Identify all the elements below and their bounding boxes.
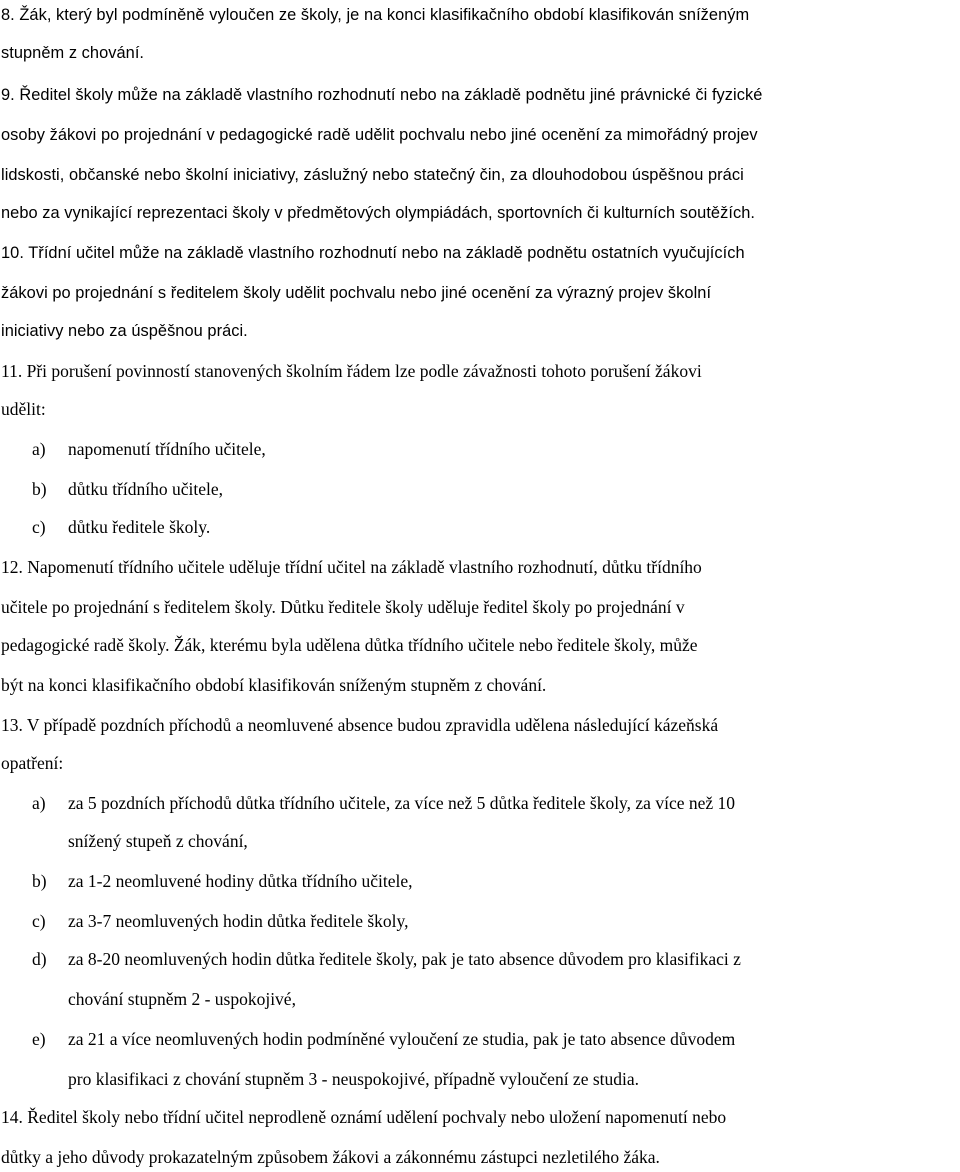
list-item bbox=[0, 516, 960, 538]
paragraph-9-line-2: osoby žákovi po projednání v pedagogické radě udělit pochvalu nebo jiné ocenění za mimořádný projev bbox=[1, 126, 758, 144]
list-item-label: d) bbox=[32, 949, 47, 969]
paragraph-8-line-1: 8. Žák, který byl podmíněně vyloučen ze školy, je na konci klasifikačního období klasifikován sníženým bbox=[1, 6, 750, 24]
list-item bbox=[0, 948, 960, 970]
list-item bbox=[0, 910, 960, 932]
paragraph-12-line-1: 12. Napomenutí třídního učitele uděluje třídní učitel na základě vlastního rozhodnutí, důtku třídního bbox=[1, 557, 702, 577]
list-item-label: c) bbox=[32, 911, 46, 931]
paragraph-14-line-1: 14. Ředitel školy nebo třídní učitel neprodleně oznámí udělení pochvaly nebo uložení napomenutí nebo bbox=[1, 1107, 727, 1127]
list-item-continuation: chování stupněm 2 - uspokojivé, bbox=[68, 989, 296, 1009]
paragraph-13-line-1: 13. V případě pozdních příchodů a neomluvené absence budou zpravidla udělena následující kázeňská bbox=[1, 715, 719, 735]
list-item-text: za 5 pozdních příchodů důtka třídního učitele, za více než 5 důtka ředitele školy, za více než 10 bbox=[68, 793, 736, 813]
paragraph-10-line-3: iniciativy nebo za úspěšnou práci. bbox=[1, 322, 248, 340]
paragraph-9-line-4: nebo za vynikající reprezentaci školy v předmětových olympiádách, sportovních či kulturních soutěžích. bbox=[1, 204, 755, 222]
list-item-label: b) bbox=[32, 479, 47, 499]
paragraph-9-line-1: 9. Ředitel školy může na základě vlastního rozhodnutí nebo na základě podnětu jiné právnické či fyzické bbox=[1, 86, 763, 104]
list-item-label: e) bbox=[32, 1029, 46, 1049]
paragraph-14-line-2: důtky a jeho důvody prokazatelným způsobem žákovi a zákonnému zástupci nezletilého žáka. bbox=[1, 1147, 660, 1167]
list-item-label: a) bbox=[32, 793, 46, 813]
list-item-text: za 1-2 neomluvené hodiny důtka třídního učitele, bbox=[68, 871, 413, 891]
list-item-text: za 21 a více neomluvených hodin podmíněné vyloučení ze studia, pak je tato absence důvodem bbox=[68, 1029, 736, 1049]
list-item-label: a) bbox=[32, 439, 46, 459]
list-item bbox=[0, 1028, 960, 1050]
list-item bbox=[0, 792, 960, 814]
paragraph-13-line-2: opatření: bbox=[1, 753, 64, 773]
paragraph-9-line-3: lidskosti, občanské nebo školní iniciativy, záslužný nebo statečný čin, za dlouhodobou úspěšnou práci bbox=[1, 166, 744, 184]
paragraph-10-line-2: žákovi po projednání s ředitelem školy udělit pochvalu nebo jiné ocenění za výrazný projev školní bbox=[1, 284, 712, 302]
list-item-text: důtku ředitele školy. bbox=[68, 517, 211, 537]
list-item-text: za 8-20 neomluvených hodin důtka ředitele školy, pak je tato absence důvodem pro klasifikaci z bbox=[68, 949, 741, 969]
list-item-label: c) bbox=[32, 517, 46, 537]
list-item-text: za 3-7 neomluvených hodin důtka ředitele školy, bbox=[68, 911, 409, 931]
paragraph-11-line-2: udělit: bbox=[1, 399, 46, 419]
list-item bbox=[0, 870, 960, 892]
paragraph-12-line-3: pedagogické radě školy. Žák, kterému byla udělena důtka třídního učitele nebo ředitele školy, může bbox=[1, 635, 698, 655]
list-item-continuation: snížený stupeň z chování, bbox=[68, 831, 248, 851]
list-item-continuation: pro klasifikaci z chování stupněm 3 - neuspokojivé, případně vyloučení ze studia. bbox=[68, 1069, 640, 1089]
paragraph-10-line-1: 10. Třídní učitel může na základě vlastního rozhodnutí nebo na základě podnětu ostatních vyučujících bbox=[1, 244, 745, 262]
list-item-text: důtku třídního učitele, bbox=[68, 479, 224, 499]
list-item bbox=[0, 478, 960, 500]
list-item-text: napomenutí třídního učitele, bbox=[68, 439, 266, 459]
list-item bbox=[0, 438, 960, 460]
paragraph-11-line-1: 11. Při porušení povinností stanovených školním řádem lze podle závažnosti tohoto porušení žákovi bbox=[1, 361, 702, 381]
paragraph-12-line-4: být na konci klasifikačního období klasifikován sníženým stupněm z chování. bbox=[1, 675, 547, 695]
paragraph-8-line-2: stupněm z chování. bbox=[1, 44, 145, 62]
paragraph-12-line-2: učitele po projednání s ředitelem školy. Důtku ředitele školy uděluje ředitel školy po projednání v bbox=[1, 597, 685, 617]
list-item-label: b) bbox=[32, 871, 47, 891]
